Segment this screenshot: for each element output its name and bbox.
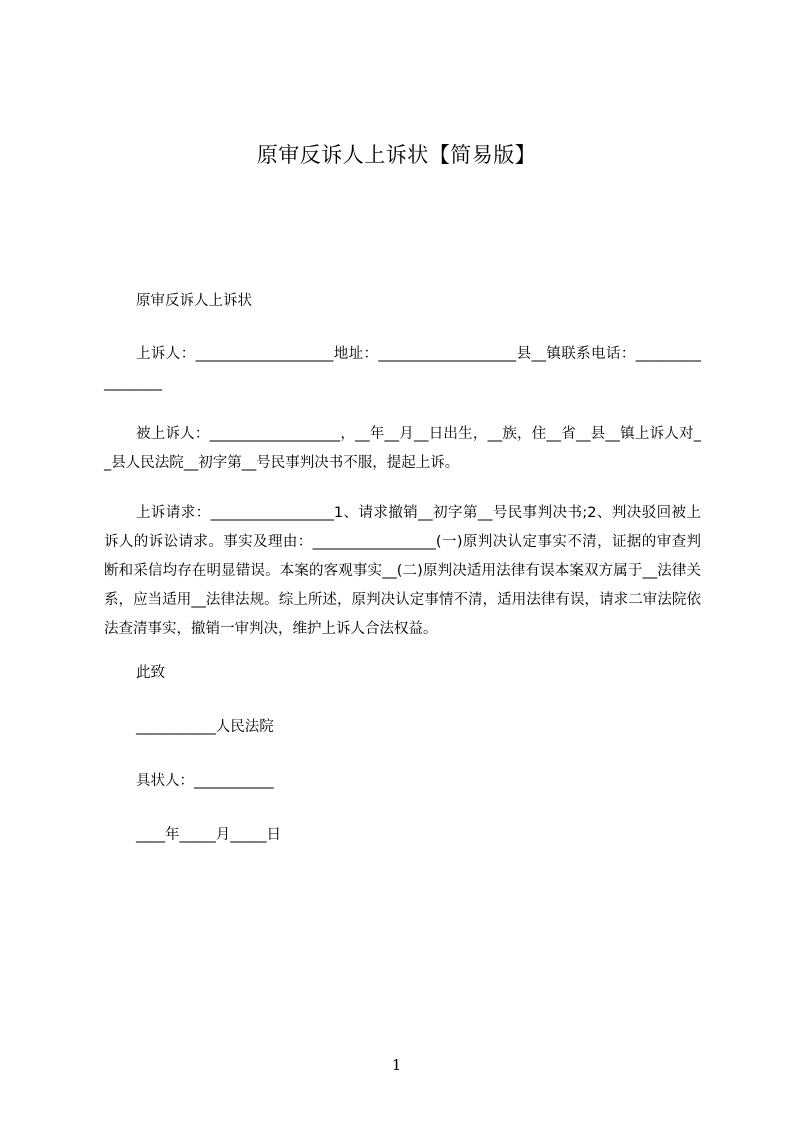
appeal-request-paragraph: 上诉请求：_________________1、请求撤销__初字第__号民事判决书;2、判决驳回被上诉人的诉讼请求。事实及理由：_________________(一)原判决认定事实不清，证据的审查判断和采信均存在明显错误。本案的客观事实__(二)原判决适用法律有误本案双方属于__法律关系，应当适用__法律法规。综上所述，原判决认定事情不清，适用法律有误，请求二审法院依法查清事实，撤销一审判决，维护上诉人合法权益。 [104, 505, 701, 637]
appellant-paragraph: 上诉人：___________________地址：___________________县__镇联系电话：_________________ [104, 346, 701, 391]
closing-respect: 此致 [136, 665, 165, 681]
signer-line: 具状人：___________ [136, 773, 274, 789]
document-title: 原审反诉人上诉状【简易版】 [256, 143, 537, 167]
page-number: 1 [391, 1056, 402, 1074]
document-subtitle: 原审反诉人上诉状 [136, 293, 252, 309]
court-line: ___________人民法院 [136, 719, 274, 735]
appellee-paragraph: 被上诉人：__________________，__年__月__日出生，__族，住__省__县__镇上诉人对__县人民法院__初字第__号民事判决书不服，提起上诉。 [104, 426, 701, 471]
date-line: ____年_____月_____日 [136, 827, 281, 843]
